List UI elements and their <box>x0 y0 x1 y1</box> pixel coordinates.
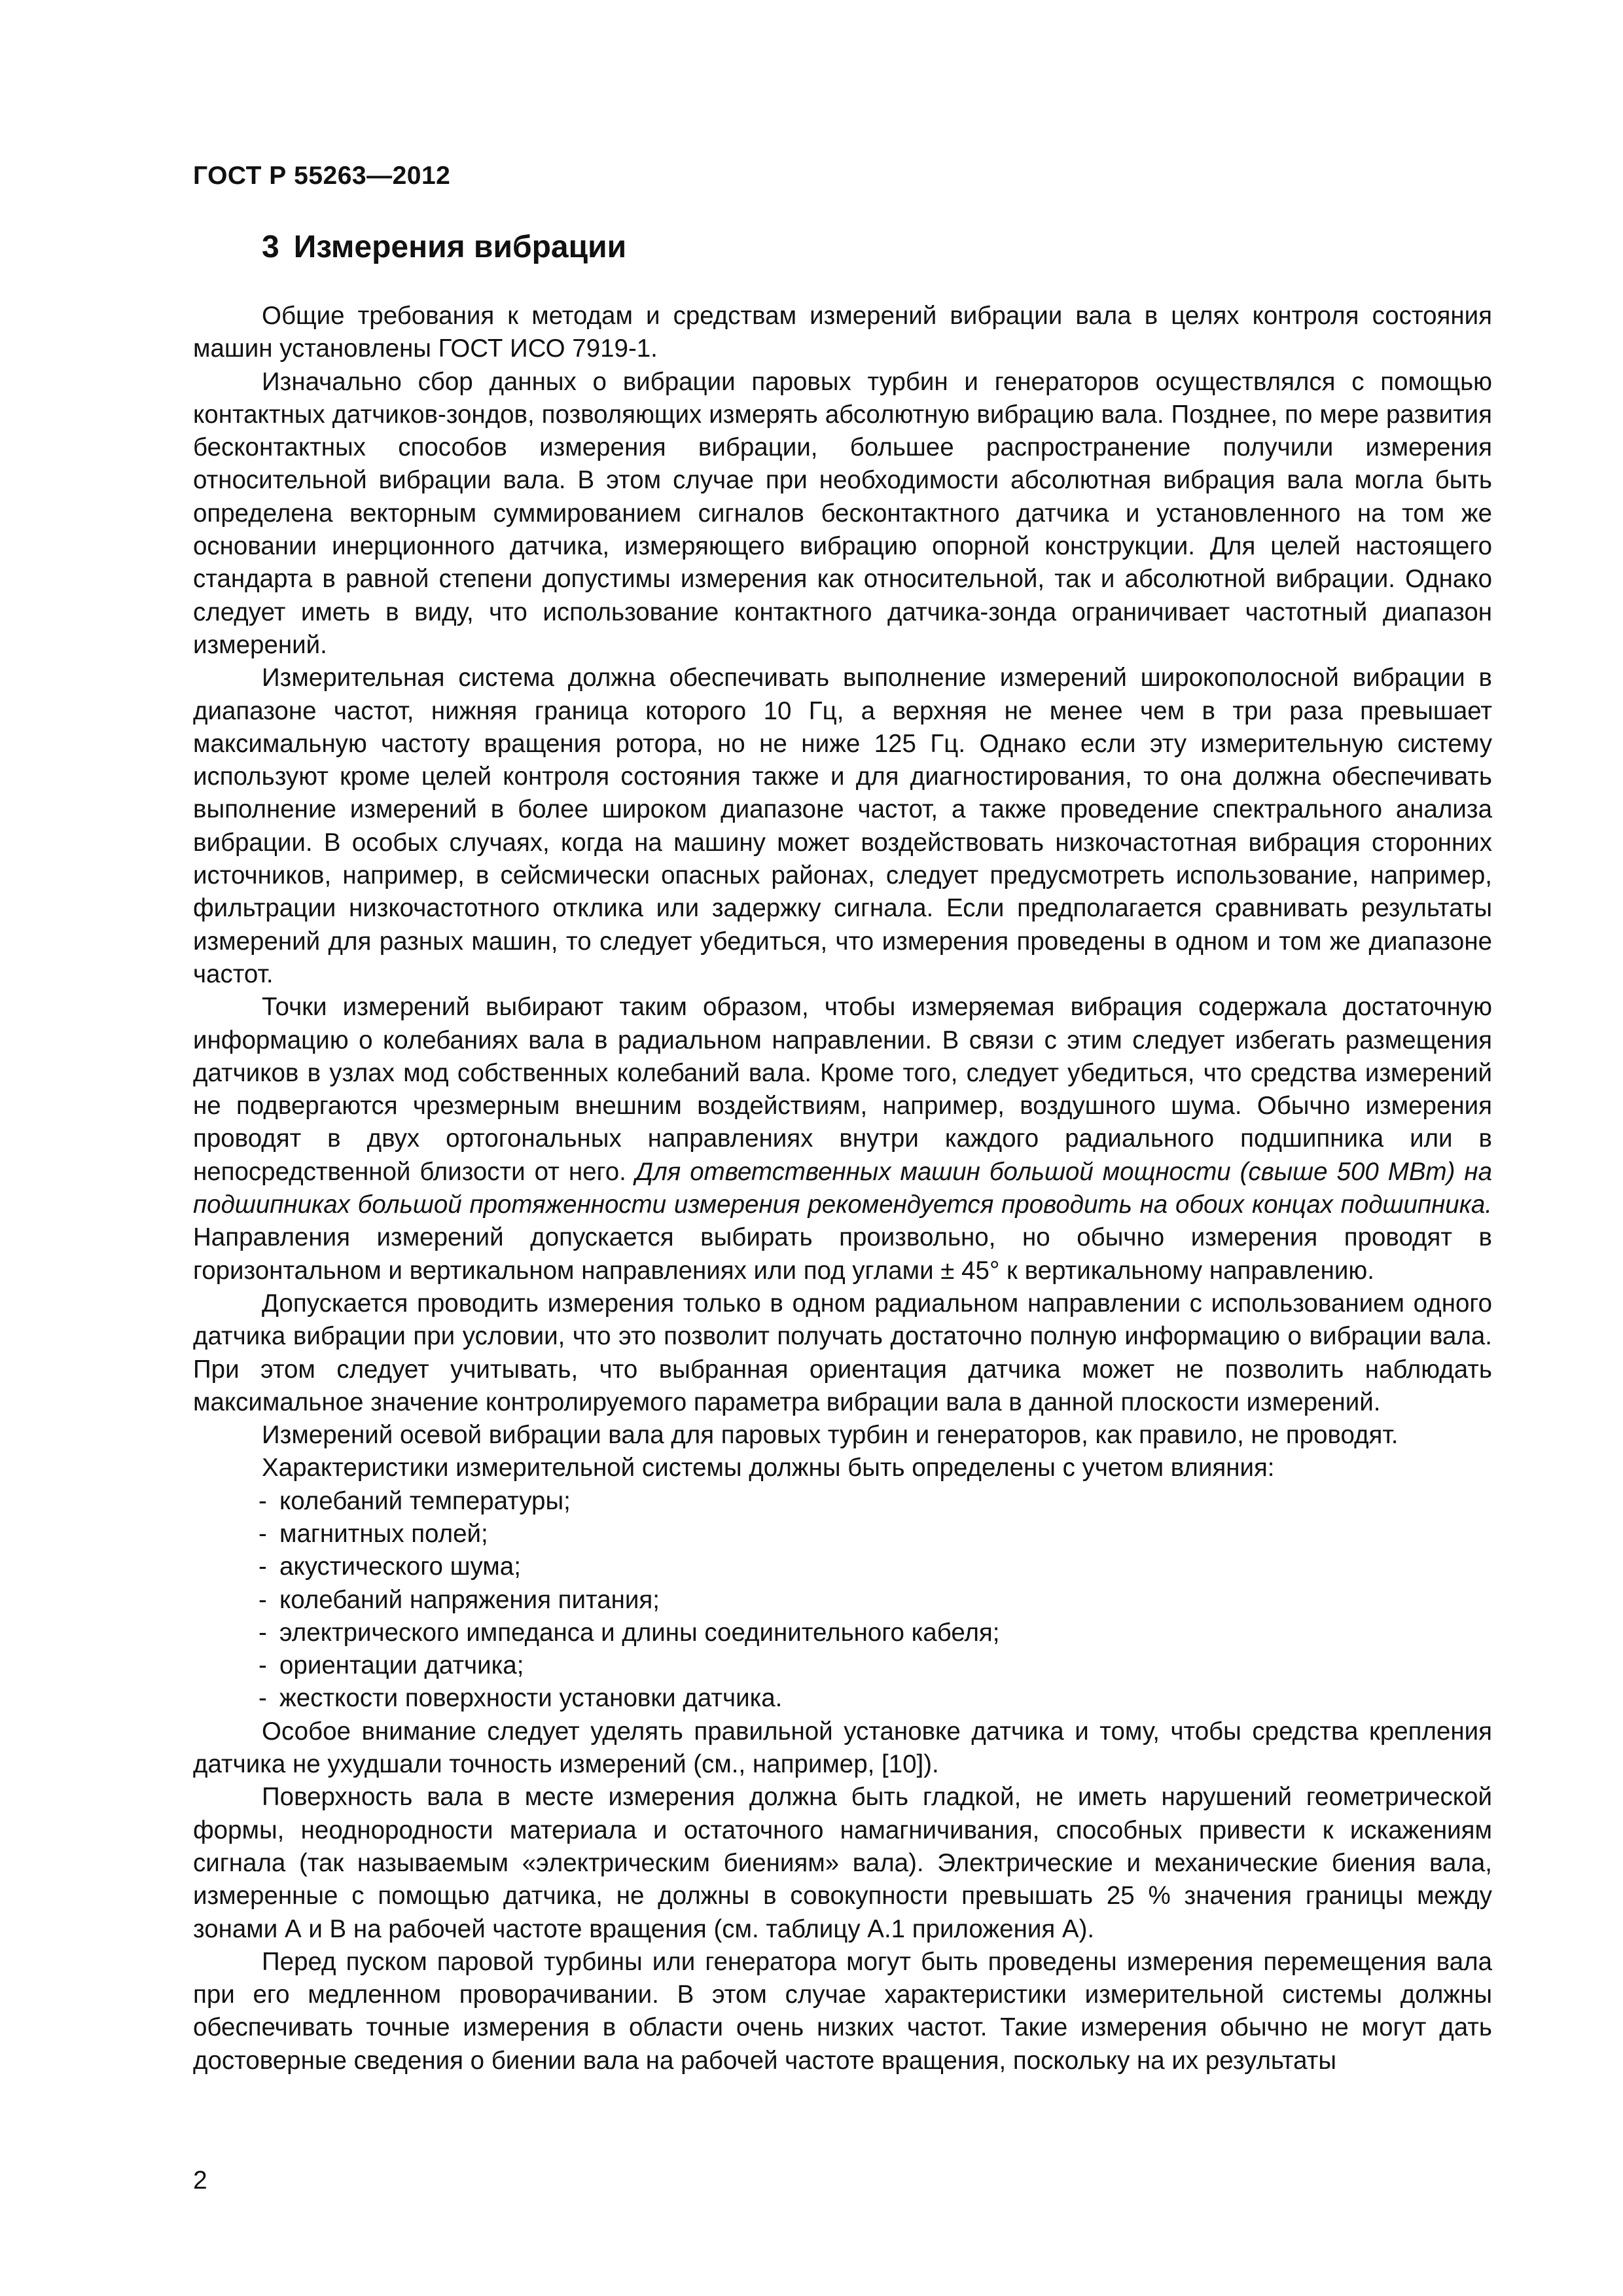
list-dash: - <box>259 1684 267 1713</box>
list-dash: - <box>259 1519 267 1548</box>
paragraph: Характеристики измерительной системы должны быть определены с учетом влияния: <box>262 1454 1275 1482</box>
list-item <box>193 1584 1492 1617</box>
paragraph-italic-text: Для ответственных машин большой мощности (свыше 500 МВт) на подшипниках большой протяженности измерения рекомендуется проводить на обоих концах подшипника. <box>193 1157 1492 1219</box>
list-item-text: ориентации датчика; <box>279 1651 524 1680</box>
section-title: Измерения вибрации <box>293 230 627 264</box>
paragraph: Общие требования к методам и средствам измерений вибрации вала в целях контроля состояния машин установлены ГОСТ ИСО 7919-1. <box>193 302 1492 363</box>
section-heading <box>262 229 626 265</box>
list-dash: - <box>259 1618 267 1647</box>
paragraph-text: Направления измерений допускается выбирать произвольно, но обычно измерения проводят в горизонтальном и вертикальном направлениях или под углами ± 45° к вертикальному направлению. <box>193 1223 1492 1285</box>
list-item <box>193 1551 1492 1583</box>
page-number: 2 <box>193 2166 207 2195</box>
list-item-text: колебаний напряжения питания; <box>279 1585 660 1614</box>
list-item-text: электрического импеданса и длины соединительного кабеля; <box>279 1618 1000 1647</box>
list-item <box>193 1617 1492 1649</box>
paragraph: Изначально сбор данных о вибрации паровых турбин и генераторов осуществлялся с помощью контактных датчиков-зондов, позволяющих измерять абсолютную вибрацию вала. Позднее, по мере развития бесконтактных способов измерения вибрации, большее распространение получили измерения относительной вибрации вала. В этом случае при необходимости абсолютная вибрация вала могла быть определена векторным суммированием сигналов бесконтактного датчика и установленного на том же основании инерционного датчика, измеряющего вибрацию опорной конструкции. Для целей настоящего стандарта в равной степени допустимы измерения как относительной, так и абсолютной вибрации. Однако следует иметь в виду, что использование контактного датчика-зонда ограничивает частотный диапазон измерений. <box>193 367 1492 659</box>
list-item-text: жесткости поверхности установки датчика. <box>279 1684 783 1713</box>
list-item-text: акустического шума; <box>279 1552 521 1581</box>
list-item-text: колебаний температуры; <box>279 1486 571 1515</box>
list-dash: - <box>259 1552 267 1581</box>
list-item <box>193 1682 1492 1715</box>
list-dash: - <box>259 1486 267 1515</box>
paragraph <box>193 991 1492 1287</box>
list-item <box>193 1518 1492 1551</box>
document-header: ГОСТ Р 55263—2012 <box>193 162 451 190</box>
section-number: 3 <box>262 230 279 264</box>
body-text <box>193 300 1492 2077</box>
paragraph: Допускается проводить измерения только в одном радиальном направлении с использованием одного датчика вибрации при условии, что это позволит получать достаточно полную информацию о вибрации вала. При этом следует учитывать, что выбранная ориентация датчика может не позволить наблюдать максимальное значение контролируемого параметра вибрации вала в данной плоскости измерений. <box>193 1289 1492 1416</box>
list-dash: - <box>259 1651 267 1680</box>
paragraph: Измерений осевой вибрации вала для паровых турбин и генераторов, как правило, не проводят. <box>262 1421 1399 1450</box>
paragraph: Перед пуском паровой турбины или генератора могут быть проведены измерения перемещения вала при его медленном проворачивании. В этом случае характеристики измерительной системы должны обеспечивать точные измерения в области очень низких частот. Такие измерения обычно не могут дать достоверные сведения о биении вала на рабочей частоте вращения, поскольку на их результаты <box>193 1947 1492 2075</box>
paragraph-text: Точки измерений выбирают таким образом, чтобы измеряемая вибрация содержала достаточную информацию о колебаниях вала в радиальном направлении. В связи с этим следует избегать размещения датчиков в узлах мод собственных колебаний вала. Кроме того, следует убедиться, что средства измерений не подвергаются чрезмерным внешним воздействиям, например, воздушного шума. Обычно измерения проводят в двух ортогональных направлениях внутри каждого радиального подшипника или в непосредственной близости от него. <box>193 993 1492 1186</box>
list-item <box>193 1649 1492 1682</box>
list-item-text: магнитных полей; <box>279 1519 488 1548</box>
list-item <box>193 1485 1492 1518</box>
paragraph: Поверхность вала в месте измерения должна быть гладкой, не иметь нарушений геометрической формы, неоднородности материала и остаточного намагничивания, способных привести к искажениям сигнала (так называемым «электрическим биениям» вала). Электрические и механические биения вала, измеренные с помощью датчика, не должны в совокупности превышать 25 % значения границы между зонами А и В на рабочей частоте вращения (см. таблицу А.1 приложения А). <box>193 1783 1492 1943</box>
paragraph: Измерительная система должна обеспечивать выполнение измерений широкополосной вибрации в диапазоне частот, нижняя граница которого 10 Гц, а верхняя не менее чем в три раза превышает максимальную частоту вращения ротора, но не ниже 125 Гц. Однако если эту измерительную систему используют кроме целей контроля состояния также и для диагностирования, то она должна обеспечивать выполнение измерений в более широком диапазоне частот, а также проведение спектрального анализа вибрации. В особых случаях, когда на машину может воздействовать низкочастотная вибрация сторонних источников, например, в сейсмически опасных районах, следует предусмотреть использование, например, фильтрации низкочастотного отклика или задержку сигнала. Если предполагается сравнивать результаты измерений для разных машин, то следует убедиться, что измерения проведены в одном и том же диапазоне частот. <box>193 664 1492 988</box>
list-dash: - <box>259 1585 267 1614</box>
paragraph: Особое внимание следует уделять правильной установке датчика и тому, чтобы средства крепления датчика не ухудшали точность измерений (см., например, [10]). <box>193 1717 1492 1779</box>
